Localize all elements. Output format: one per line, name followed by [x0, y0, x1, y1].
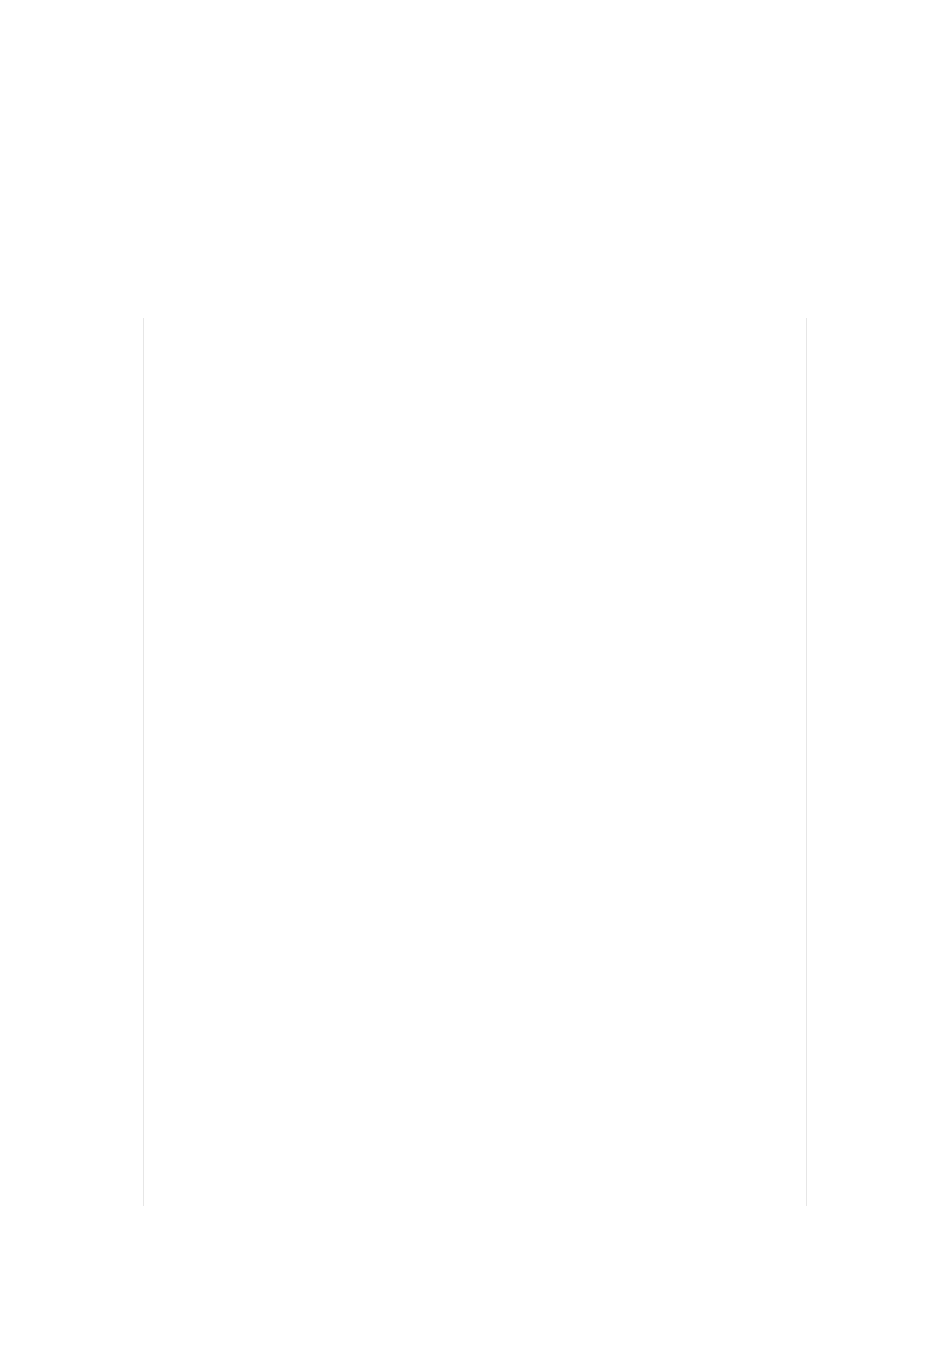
page-border-left	[143, 318, 144, 1206]
page-border-right	[806, 318, 807, 1206]
